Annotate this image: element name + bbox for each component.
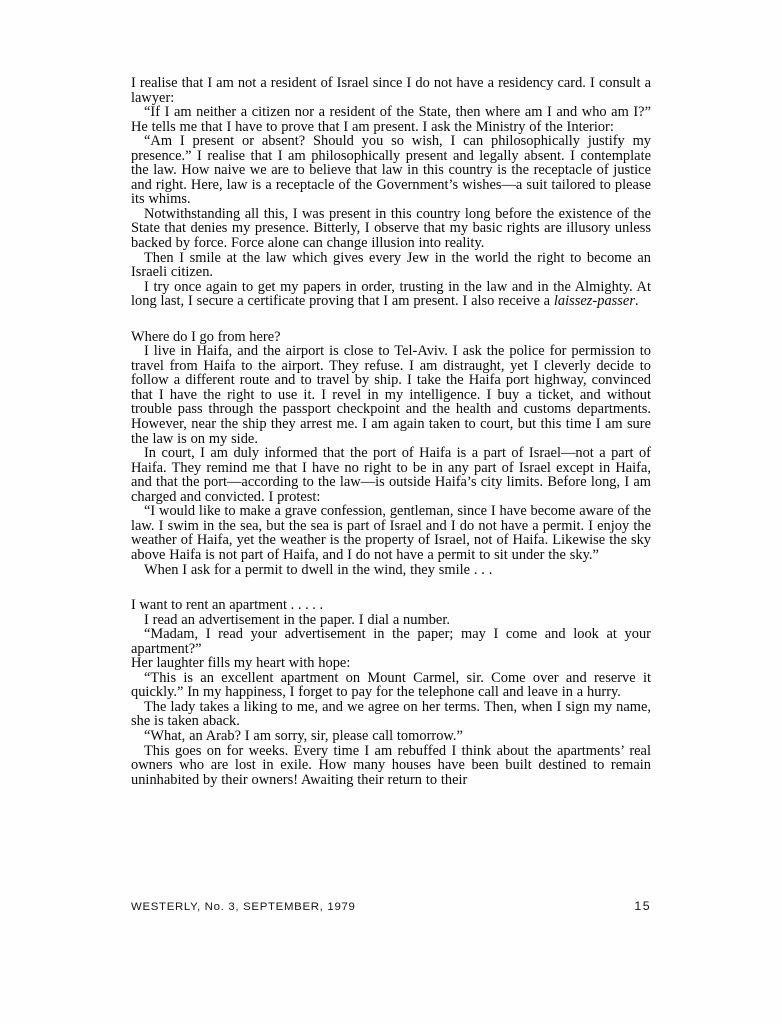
paragraph: In court, I am duly informed that the port of Haifa is a part of Israel—not a part of Haifa. They remind me that I have no right to be in any part of Israel except in Haifa, and that the port—according to the law—is outside Haifa’s city limits. Before long, I am charged and convicted. I protest: <box>131 445 651 505</box>
journal-issue-line: WESTERLY, No. 3, SEPTEMBER, 1979 <box>131 901 356 913</box>
paragraph: The lady takes a liking to me, and we agree on her terms. Then, when I sign my name, she is taken aback. <box>131 698 651 730</box>
section-opener-line: I want to rent an apartment . . . . . <box>131 597 324 614</box>
page-number: 15 <box>634 899 651 913</box>
paragraph: “If I am neither a citizen nor a resident of the State, then where am I and who am I?” He tells me that I have to prove that I am present. I ask the Ministry of the Interior: <box>131 104 651 135</box>
paragraph-with-italic <box>131 280 651 309</box>
paragraph: “Am I present or absent? Should you so wish, I can philosophically justify my presence.” I realise that I am philosophically present and legally absent. I contemplate the law. How naive we are to believe that law in this country is the receptacle of justice and right. Here, law is a receptacle of the Government’s wishes—a suit tailored to please its whims. <box>131 133 651 208</box>
section-break <box>131 309 651 330</box>
paragraph: This goes on for weeks. Every time I am rebuffed I think about the apartments’ real owners who are lost in exile. How many houses have been built destined to remain uninhabited by their owners! Awaiting their return to their <box>131 742 651 788</box>
italic-phrase: laissez-passer <box>553 293 635 310</box>
body-text-column <box>131 76 651 787</box>
paragraph: I live in Haifa, and the airport is close to Tel-Aviv. I ask the police for permission to travel from Haifa to the airport. They refuse. I am distraught, yet I cleverly decide to follow a different route and to travel by ship. I take the Haifa port highway, convinced that I have the right to use it. I revel in my intelligence. I buy a ticket, and without trouble pass through the passport checkpoint and the health and customs departments. However, near the ship they arrest me. I am again taken to court, but this time I am sure the law is on my side. <box>131 343 651 447</box>
paragraph-text-before-italic: I try once again to get my papers in order, trusting in the law and in the Almighty. At long last, I secure a certificate proving that I am present. I also receive a <box>131 278 651 310</box>
paragraph: “I would like to make a grave confession, gentleman, since I have become aware of the law. I swim in the sea, but the sea is part of Israel and I do not have a permit. I enjoy the weather of Haifa, yet the weather is the property of Israel, not of Haifa. Likewise the sky above Haifa is not part of Haifa, and I do not have a permit to sit under the sky.” <box>131 503 651 563</box>
paragraph: “What, an Arab? I am sorry, sir, please call tomorrow.” <box>144 727 463 744</box>
paragraph: “Madam, I read your advertisement in the paper; may I come and look at your apartment?” <box>131 626 651 657</box>
paragraph: “This is an excellent apartment on Mount Carmel, sir. Come over and reserve it quickly.” In my happiness, I forget to pay for the telephone call and leave in a hurry. <box>131 669 651 701</box>
paragraph-text-after-italic: . <box>634 293 639 310</box>
section-break <box>131 577 651 598</box>
paragraph: Notwithstanding all this, I was present in this country long before the existence of the State that denies my presence. Bitterly, I observe that my basic rights are illusory unless backed by force. Force alone can change illusion into reality. <box>131 205 651 252</box>
paragraph: Her laughter fills my heart with hope: <box>131 655 351 672</box>
page-footer <box>131 899 651 913</box>
paragraph: When I ask for a permit to dwell in the wind, they smile . . . <box>144 561 493 578</box>
paragraph: I realise that I am not a resident of Israel since I do not have a residency card. I consult a lawyer: <box>131 75 651 106</box>
section-opener-line: Where do I go from here? <box>131 328 281 345</box>
paragraph: I read an advertisement in the paper. I dial a number. <box>144 611 450 628</box>
paragraph: Then I smile at the law which gives every Jew in the world the right to become an Israeli citizen. <box>131 249 651 281</box>
